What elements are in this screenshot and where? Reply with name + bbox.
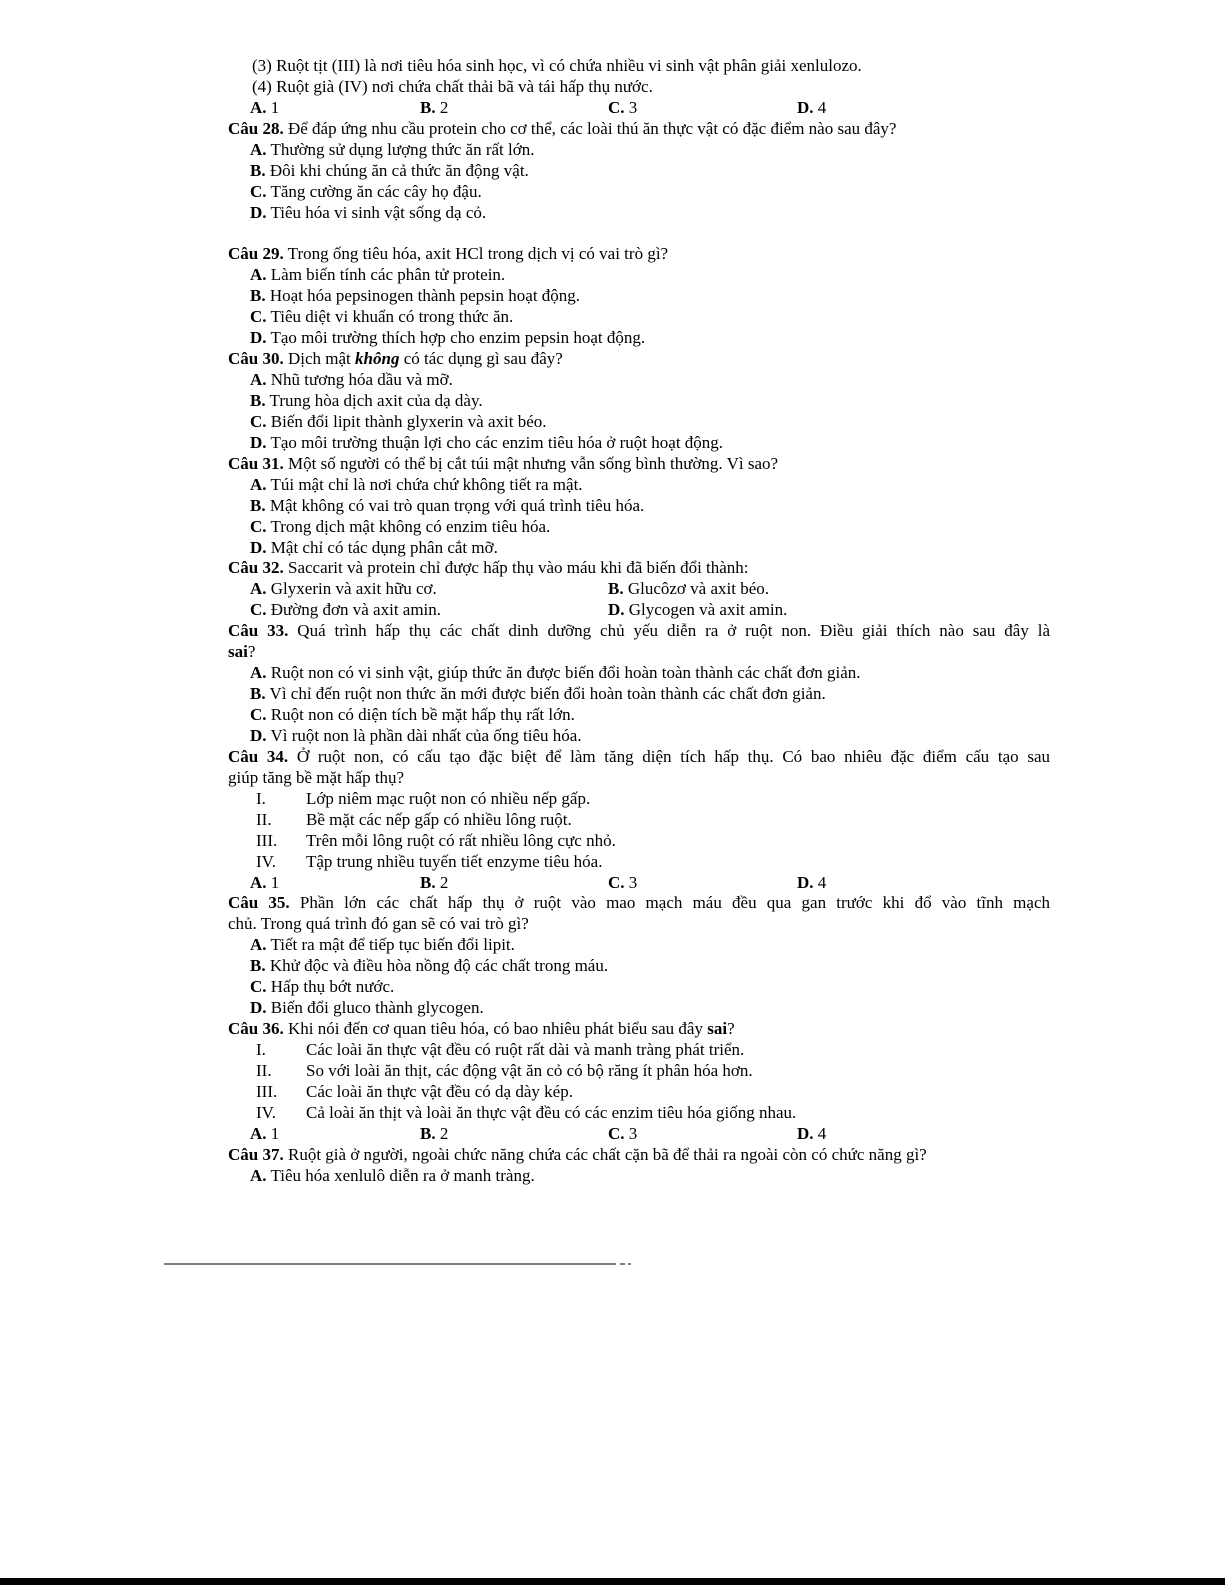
text-segment: 3 bbox=[624, 1123, 638, 1143]
text-segment: Dịch mật bbox=[283, 349, 356, 369]
exam-question-lines bbox=[228, 56, 1050, 1187]
statement-text: Bề mặt các nếp gấp có nhiều lông ruột. bbox=[306, 809, 572, 829]
text-segment: sai bbox=[707, 1019, 728, 1039]
text-segment: D. bbox=[250, 998, 267, 1018]
text-segment: Ở ruột non, có cấu tạo đặc biệt để làm tăng diện tích hấp thụ. Có bao nhiêu đặc điểm cấu tạo sau bbox=[288, 746, 1050, 766]
text-segment: Câu 33. bbox=[228, 621, 289, 641]
text-segment: Đôi khi chúng ăn cả thức ăn động vật. bbox=[265, 160, 529, 180]
numbered-statement-line bbox=[228, 852, 1050, 873]
statement-line bbox=[228, 914, 1050, 935]
numbered-statement-line bbox=[228, 789, 1050, 810]
divider-dash-2 bbox=[628, 1263, 631, 1265]
statement-number: II. bbox=[256, 809, 272, 829]
statement-text: Lớp niêm mạc ruột non có nhiều nếp gấp. bbox=[306, 788, 591, 808]
statement-number: III. bbox=[256, 1081, 278, 1101]
answer-choice bbox=[608, 98, 637, 119]
option-line bbox=[228, 265, 1050, 286]
text-segment: Tiêu diệt vi khuẩn có trong thức ăn. bbox=[266, 307, 514, 327]
answer-choice-letter: A. bbox=[250, 97, 267, 117]
text-segment: Trong ống tiêu hóa, axit HCl trong dịch vị có vai trò gì? bbox=[283, 244, 669, 264]
option-line bbox=[228, 433, 1050, 454]
text-segment: A. bbox=[250, 265, 267, 285]
answer-choice-letter: C. bbox=[608, 97, 625, 117]
text-segment: Biến đổi gluco thành glycogen. bbox=[266, 998, 484, 1018]
text-segment: Câu 30. bbox=[228, 349, 284, 369]
section-divider-line bbox=[164, 1263, 616, 1265]
text-segment: Glyxerin và axit hữu cơ. bbox=[266, 579, 437, 599]
answer-choice bbox=[420, 98, 448, 119]
text-segment: Ruột non có diện tích bề mặt hấp thụ rất lớn. bbox=[266, 705, 575, 724]
text-segment: Tạo môi trường thuận lợi cho các enzim tiêu hóa ở ruột hoạt động. bbox=[266, 432, 724, 452]
numbered-statement-line bbox=[228, 831, 1050, 852]
answer-choice bbox=[250, 98, 279, 119]
text-segment: Một số người có thể bị cắt túi mật nhưng vẫn sống bình thường. Vì sao? bbox=[283, 453, 779, 473]
option-line bbox=[228, 663, 1050, 684]
answer-choices-row bbox=[228, 98, 1050, 119]
text-segment: Thường sử dụng lượng thức ăn rất lớn. bbox=[266, 139, 535, 159]
text-segment: Khi nói đến cơ quan tiêu hóa, có bao nhiêu phát biểu sau đây bbox=[283, 1019, 708, 1039]
option-line bbox=[228, 328, 1050, 349]
text-segment: Câu 37. bbox=[228, 1144, 284, 1164]
text-segment: D. bbox=[250, 537, 267, 557]
text-segment: Tiêu hóa xenlulô diễn ra ở manh tràng. bbox=[266, 1165, 535, 1185]
text-segment: 4 bbox=[813, 1123, 827, 1143]
text-segment: có tác dụng gì sau đây? bbox=[399, 349, 563, 369]
answer-choice-letter: D. bbox=[797, 1123, 814, 1143]
statement-number: I. bbox=[256, 788, 266, 808]
answer-choice bbox=[608, 873, 637, 894]
text-segment: Trong dịch mật không có enzim tiêu hóa. bbox=[266, 516, 551, 536]
question-line bbox=[228, 747, 1050, 768]
answer-choice-letter: D. bbox=[797, 97, 814, 117]
answer-choice bbox=[420, 873, 448, 894]
text-segment: không bbox=[355, 349, 400, 369]
text-segment: 1 bbox=[266, 872, 280, 892]
text-segment: 4 bbox=[813, 97, 827, 117]
answer-choice-letter: B. bbox=[420, 1123, 436, 1143]
text-segment: Phần lớn các chất hấp thụ ở ruột vào mao mạch máu đều qua gan trước khi đổ vào tĩnh mạch bbox=[289, 893, 1050, 913]
answer-choice-letter: B. bbox=[420, 97, 436, 117]
text-segment: B. bbox=[250, 390, 266, 410]
statement-number: IV. bbox=[256, 1102, 276, 1122]
statement-line bbox=[228, 642, 1050, 663]
statement-number: II. bbox=[256, 1060, 272, 1080]
option-line bbox=[228, 161, 1050, 182]
text-segment: C. bbox=[250, 181, 267, 201]
text-segment: Câu 29. bbox=[228, 244, 284, 264]
answer-choice bbox=[797, 1124, 826, 1145]
text-segment: B. bbox=[250, 684, 266, 704]
option-line bbox=[228, 182, 1050, 203]
text-segment: Quá trình hấp thụ các chất dinh dưỡng chủ yếu diễn ra ở ruột non. Điều giải thích nào sau đây là bbox=[288, 621, 1050, 641]
text-segment: 2 bbox=[435, 872, 449, 892]
numbered-statement-line bbox=[228, 1082, 1050, 1103]
option-line bbox=[228, 140, 1050, 161]
text-segment: D. bbox=[250, 328, 267, 348]
answer-choice-letter: D. bbox=[797, 872, 814, 892]
statement-line bbox=[228, 768, 1050, 789]
divider-dash-1 bbox=[620, 1263, 625, 1265]
answer-choice bbox=[250, 1124, 279, 1145]
option-line bbox=[228, 998, 1050, 1019]
option-line bbox=[228, 307, 1050, 328]
text-segment: D. bbox=[250, 202, 267, 222]
numbered-statement-line bbox=[228, 1061, 1050, 1082]
answer-choice bbox=[250, 873, 279, 894]
text-segment: A. bbox=[250, 663, 267, 683]
text-segment: Hoạt hóa pepsinogen thành pepsin hoạt động. bbox=[265, 286, 581, 306]
text-segment: (4) Ruột già (IV) nơi chứa chất thải bã và tái hấp thụ nước. bbox=[252, 76, 653, 96]
text-segment: Tăng cường ăn các cây họ đậu. bbox=[266, 181, 482, 201]
text-segment: A. bbox=[250, 139, 267, 159]
text-segment: A. bbox=[250, 370, 267, 390]
answer-choice-letter: C. bbox=[608, 872, 625, 892]
text-segment: Glucôzơ và axit béo. bbox=[623, 579, 770, 599]
text-segment: Saccarit và protein chỉ được hấp thụ vào máu khi đã biến đổi thành: bbox=[283, 558, 749, 578]
text-segment: 1 bbox=[266, 97, 280, 117]
answer-choice-letter: C. bbox=[608, 1123, 625, 1143]
question-line bbox=[228, 244, 1050, 265]
footer-bar bbox=[0, 1578, 1225, 1585]
text-segment: Để đáp ứng nhu cầu protein cho cơ thể, các loài thú ăn thực vật có đặc điểm nào sau đây? bbox=[283, 118, 897, 138]
option-line bbox=[228, 538, 1050, 559]
answer-choice-letter: C. bbox=[250, 600, 267, 620]
numbered-statement-line bbox=[228, 810, 1050, 831]
question-line bbox=[228, 349, 1050, 370]
answer-choice bbox=[797, 873, 826, 894]
text-segment: Mật chỉ có tác dụng phân cắt mỡ. bbox=[266, 537, 498, 557]
numbered-statement-line bbox=[228, 1103, 1050, 1124]
answer-choice-letter: B. bbox=[608, 579, 624, 599]
text-segment: Câu 31. bbox=[228, 453, 284, 473]
option-line bbox=[228, 203, 1050, 224]
text-segment: A. bbox=[250, 935, 267, 955]
question-line bbox=[228, 1145, 1050, 1166]
text-segment: 4 bbox=[813, 872, 827, 892]
answer-choice-letter: A. bbox=[250, 872, 267, 892]
answer-choice bbox=[608, 1124, 637, 1145]
text-segment: B. bbox=[250, 286, 266, 306]
text-segment: B. bbox=[250, 956, 266, 976]
question-line bbox=[228, 1019, 1050, 1040]
question-line bbox=[228, 621, 1050, 642]
text-segment: Câu 36. bbox=[228, 1019, 284, 1039]
text-segment: chủ. Trong quá trình đó gan sẽ có vai trò gì? bbox=[228, 914, 529, 934]
text-segment: Câu 32. bbox=[228, 558, 284, 578]
answer-choice-letter: A. bbox=[250, 579, 267, 599]
text-segment: Câu 35. bbox=[228, 893, 290, 913]
text-segment: C. bbox=[250, 307, 267, 327]
statement-number: III. bbox=[256, 830, 278, 850]
text-segment: Vì chỉ đến ruột non thức ăn mới được biến đổi hoàn toàn thành các chất đơn giản. bbox=[265, 684, 826, 704]
option-line bbox=[228, 496, 1050, 517]
blank-line bbox=[228, 223, 1050, 244]
text-segment: Ruột non có vi sinh vật, giúp thức ăn được biến đổi hoàn toàn thành các chất đơn giản. bbox=[266, 663, 861, 683]
option-line bbox=[228, 935, 1050, 956]
text-segment: Tiêu hóa vi sinh vật sống dạ cỏ. bbox=[266, 202, 487, 222]
text-segment: D. bbox=[250, 725, 267, 745]
question-line bbox=[228, 558, 1050, 579]
text-segment: A. bbox=[250, 1165, 267, 1185]
answer-choice bbox=[250, 600, 441, 621]
option-line bbox=[228, 726, 1050, 747]
answer-choice bbox=[420, 1124, 448, 1145]
text-segment: Hấp thụ bớt nước. bbox=[266, 977, 395, 997]
text-segment: (3) Ruột tịt (III) là nơi tiêu hóa sinh học, vì có chứa nhiều vi sinh vật phân giải xenlulozo. bbox=[252, 56, 862, 75]
option-line bbox=[228, 684, 1050, 705]
answer-choice bbox=[608, 579, 769, 600]
text-segment: Vì ruột non là phần dài nhất của ống tiêu hóa. bbox=[266, 725, 582, 745]
option-line bbox=[228, 977, 1050, 998]
text-segment: Trung hòa dịch axit của dạ dày. bbox=[265, 390, 483, 410]
answer-choice-letter: A. bbox=[250, 1123, 267, 1143]
text-segment: Khử độc và điều hòa nồng độ các chất trong máu. bbox=[265, 956, 609, 976]
answer-choices-row bbox=[228, 1124, 1050, 1145]
option-line bbox=[228, 475, 1050, 496]
text-segment: Câu 28. bbox=[228, 118, 284, 138]
answer-choice bbox=[608, 600, 787, 621]
answer-choice bbox=[250, 579, 437, 600]
option-line bbox=[228, 412, 1050, 433]
answer-choice-letter: B. bbox=[420, 872, 436, 892]
text-segment: Đường đơn và axit amin. bbox=[266, 600, 442, 620]
option-line bbox=[228, 956, 1050, 977]
text-segment: B. bbox=[250, 160, 266, 180]
statement-text: Tập trung nhiều tuyến tiết enzyme tiêu hóa. bbox=[306, 851, 603, 871]
statement-text: Các loài ăn thực vật đều có dạ dày kép. bbox=[306, 1081, 573, 1101]
text-segment: B. bbox=[250, 495, 266, 515]
statement-line bbox=[228, 77, 1050, 98]
question-line bbox=[228, 454, 1050, 475]
answer-choices-row bbox=[228, 873, 1050, 894]
text-segment: C. bbox=[250, 516, 267, 536]
text-segment: Ruột già ở người, ngoài chức năng chứa các chất cặn bã để thải ra ngoài còn có chức năng gì? bbox=[283, 1144, 927, 1164]
text-segment: 2 bbox=[435, 97, 449, 117]
statement-number: I. bbox=[256, 1039, 266, 1059]
option-line bbox=[228, 286, 1050, 307]
answer-choice bbox=[797, 98, 826, 119]
statement-number: IV. bbox=[256, 851, 276, 871]
option-line bbox=[228, 1166, 1050, 1187]
statement-text: Trên mỗi lông ruột có rất nhiều lông cực nhỏ. bbox=[306, 830, 616, 850]
text-segment: giúp tăng bề mặt hấp thụ? bbox=[228, 767, 405, 787]
statement-text: Các loài ăn thực vật đều có ruột rất dài và manh tràng phát triển. bbox=[306, 1039, 745, 1059]
answer-choice-letter: D. bbox=[608, 600, 625, 620]
text-segment: Câu 34. bbox=[228, 746, 289, 766]
statement-text: So với loài ăn thịt, các động vật ăn cỏ có bộ răng ít phân hóa hơn. bbox=[306, 1060, 753, 1080]
numbered-statement-line bbox=[228, 1040, 1050, 1061]
option-line bbox=[228, 517, 1050, 538]
text-segment: A. bbox=[250, 474, 267, 494]
text-segment: 3 bbox=[624, 97, 638, 117]
text-segment: Nhũ tương hóa dầu và mỡ. bbox=[266, 370, 453, 390]
text-segment: Mật không có vai trò quan trọng với quá trình tiêu hóa. bbox=[265, 495, 645, 515]
text-segment: Tiết ra mật để tiếp tục biến đổi lipit. bbox=[266, 935, 515, 955]
option-pair-row bbox=[228, 600, 1050, 621]
text-segment: 1 bbox=[266, 1123, 280, 1143]
option-line bbox=[228, 391, 1050, 412]
statement-line bbox=[228, 56, 1050, 77]
statement-text: Cả loài ăn thịt và loài ăn thực vật đều có các enzim tiêu hóa giống nhau. bbox=[306, 1102, 797, 1122]
question-line bbox=[228, 893, 1050, 914]
text-segment: ? bbox=[247, 642, 256, 662]
text-segment: ? bbox=[727, 1019, 735, 1039]
option-line bbox=[228, 705, 1050, 726]
text-segment: Tạo môi trường thích hợp cho enzim pepsin hoạt động. bbox=[266, 328, 646, 348]
text-segment: 2 bbox=[435, 1123, 449, 1143]
text-segment: Biến đổi lipit thành glyxerin và axit béo. bbox=[266, 411, 547, 431]
text-segment: C. bbox=[250, 977, 267, 997]
option-pair-row bbox=[228, 579, 1050, 600]
text-segment: C. bbox=[250, 705, 267, 724]
text-segment: 3 bbox=[624, 872, 638, 892]
text-segment: C. bbox=[250, 411, 267, 431]
text-segment: Glycogen và axit amin. bbox=[624, 600, 788, 620]
question-line bbox=[228, 119, 1050, 140]
text-segment: Làm biến tính các phân tử protein. bbox=[266, 265, 506, 285]
text-segment: sai bbox=[228, 642, 248, 662]
text-segment: Túi mật chỉ là nơi chứa chứ không tiết ra mật. bbox=[266, 474, 583, 494]
text-segment: D. bbox=[250, 432, 267, 452]
option-line bbox=[228, 370, 1050, 391]
